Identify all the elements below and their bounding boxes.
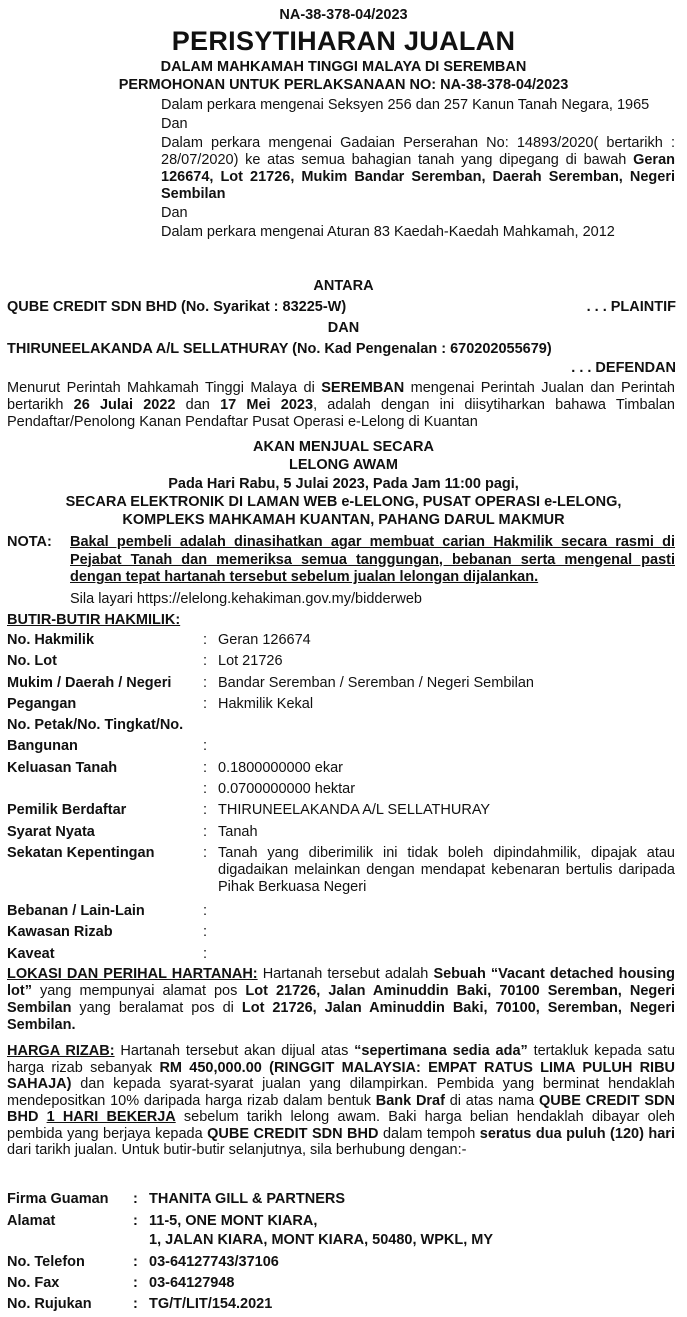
contact-row: No. Telefon : 03-64127743/37106 <box>7 1254 675 1275</box>
reference-number: NA-38-378-04/2023 <box>279 7 408 23</box>
fax-number: 03-64127948 <box>149 1275 235 1291</box>
contact-row: Firma Guaman : THANITA GILL & PARTNERS <box>7 1191 675 1213</box>
detail-row: Keluasan Tanah : 0.1800000000 ekar <box>7 759 343 776</box>
auction-venue-2: KOMPLEKS MAHKAMAH KUANTAN, PAHANG DARUL MAKMUR <box>122 512 565 528</box>
detail-row: Kaveat : <box>7 945 208 962</box>
intro-paragraph: Menurut Perintah Mahkamah Tinggi Malaya di SEREMBAN mengenai Perintah Jualan dan Perintah bertarikh 26 Julai 2022 dan 17 Mei 2023, adalah dengan ini diisytiharkan bahawa Timbalan Pendaftar/Penolong Kanan Pendaftar Pusat Operasi e-Lelong di Kuantan <box>7 380 675 430</box>
butir-heading: BUTIR-BUTIR HAKMILIK: <box>7 612 181 628</box>
nota-text: Bakal pembeli adalah dinasihatkan agar membuat carian Hakmilik secara rasmi di Pejabat Tanah dan memeriksa semua tanggungan, bebanan serta mengenal pasti dengan tepat hartanah tersebut sebelum jualan lelongan dijalankan. <box>70 534 675 585</box>
auction-line-2: LELONG AWAM <box>288 457 398 473</box>
plaintiff-role: . . . PLAINTIF <box>586 299 676 315</box>
detail-row: No. Lot : Lot 21726 <box>7 653 283 670</box>
title-details <box>7 632 675 967</box>
matters-block <box>161 97 675 241</box>
reference-code: TG/T/LIT/154.2021 <box>149 1296 273 1312</box>
detail-row: Pegangan : Hakmilik Kekal <box>7 695 314 712</box>
address-line-1: 11-5, ONE MONT KIARA, <box>149 1213 318 1229</box>
auction-venue-1: SECARA ELEKTRONIK DI LAMAN WEB e-LELONG, PUSAT OPERASI e-LELONG, <box>65 494 622 510</box>
matter-ktn: Dalam perkara mengenai Seksyen 256 dan 257 Kanun Tanah Negara, 1965 <box>161 97 650 113</box>
detail-row: Pemilik Berdaftar : THIRUNEELAKANDA A/L SELLATHURAY <box>7 802 491 819</box>
detail-row: Bangunan : <box>7 738 208 755</box>
detail-row: Syarat Nyata : Tanah <box>7 823 258 840</box>
address-line-2: 1, JALAN KIARA, MONT KIARA, 50480, WPKL, MY <box>149 1232 494 1248</box>
law-firm: THANITA GILL & PARTNERS <box>149 1191 346 1207</box>
auction-line-1: AKAN MENJUAL SECARA <box>253 439 434 455</box>
dan-heading: DAN <box>327 320 360 336</box>
phone-number: 03-64127743/37106 <box>149 1254 279 1270</box>
application-number: PERMOHONAN UNTUK PERLAKSANAAN NO: NA-38-378-04/2023 <box>118 77 569 93</box>
detail-row: : 0.0700000000 hektar <box>203 781 356 798</box>
detail-row: No. Petak/No. Tingkat/No. <box>7 717 184 734</box>
detail-row: Sekatan Kepentingan : Tanah yang diberimilik ini tidak boleh dipindahmilik, dipajak atau digadaikan melainkan dengan mendapat kebenaran bertulis daripada Pihak Berkuasa Negeri <box>7 844 675 895</box>
court-name: DALAM MAHKAMAH TINGGI MALAYA DI SEREMBAN <box>160 59 527 75</box>
location-paragraph: LOKASI DAN PERIHAL HARTANAH: Hartanah tersebut adalah Sebuah “Vacant detached housing lot” yang mempunyai alamat pos Lot 21726, Jalan Aminuddin Baki, 70100 Seremban, Negeri Sembilan yang beralamat pos di Lot 21726, Jalan Aminuddin Baki, 70100, Seremban, Negeri Sembilan. <box>7 966 675 1033</box>
elelong-url: Sila layari https://elelong.kehakiman.gov.my/bidderweb <box>70 591 422 607</box>
detail-row: Mukim / Daerah / Negeri : Bandar Seremban / Seremban / Negeri Sembilan <box>7 674 534 691</box>
defendant-role: . . . DEFENDAN <box>571 360 676 376</box>
detail-row: Kawasan Rizab : <box>7 924 208 941</box>
plaintiff-name: QUBE CREDIT SDN BHD (No. Syarikat : 83225-W) <box>7 299 347 315</box>
matter-dan: Dan <box>161 116 188 132</box>
defendant-name: THIRUNEELAKANDA A/L SELLATHURAY (No. Kad Pengenalan : 670202055679) <box>7 341 552 357</box>
contact-row: Alamat : 11-5, ONE MONT KIARA, <box>7 1213 675 1232</box>
auction-date: Pada Hari Rabu, 5 Julai 2023, Pada Jam 11:00 pagi, <box>168 476 519 492</box>
nota-label: NOTA: <box>7 534 52 550</box>
contact-row: No. Rujukan : TG/T/LIT/154.2021 <box>7 1296 675 1317</box>
matter-rules: Dalam perkara mengenai Aturan 83 Kaedah-Kaedah Mahkamah, 2012 <box>161 224 615 240</box>
notice-title: PERISYTIHARAN JUALAN <box>171 26 516 56</box>
contact-row <box>7 1232 675 1254</box>
reserve-price-paragraph: HARGA RIZAB: Hartanah tersebut akan dijual atas “sepertimana sedia ada” tertakluk kepada satu harga rizab sebanyak RM 450,000.00 (RINGGIT MALAYSIA: EMPAT RATUS LIMA PULUH RIBU SAHAJA) dan kepada syarat-syarat jualan yang dilampirkan. Pembida yang berminat hendaklah mendepositkan 10% daripada harga rizab dalam bentuk Bank Draf di atas nama QUBE CREDIT SDN BHD 1 HARI BEKERJA sebelum tarikh lelong awam. Baki harga belian hendaklah dibayar oleh pembida yang berjaya kepada QUBE CREDIT SDN BHD dalam tempoh seratus dua puluh (120) hari dari tarikh jualan. Untuk butir-butir selanjutnya, sila berhubung dengan:- <box>7 1043 676 1158</box>
matter-dan: Dan <box>161 205 188 221</box>
contact-row: No. Fax : 03-64127948 <box>7 1275 675 1296</box>
antara-heading: ANTARA <box>313 278 374 294</box>
solicitor-contact <box>7 1191 675 1317</box>
detail-row: Bebanan / Lain-Lain : <box>7 902 208 919</box>
detail-row: No. Hakmilik : Geran 126674 <box>7 632 311 648</box>
matter-charge: Dalam perkara mengenai Gadaian Perserahan No: 14893/2020( bertarikh : 28/07/2020) ke atas semua bahagian tanah yang dipegang di bawah Geran 126674, Lot 21726, Mukim Bandar Seremban, Daerah Seremban, Negeri Sembilan <box>161 135 675 202</box>
